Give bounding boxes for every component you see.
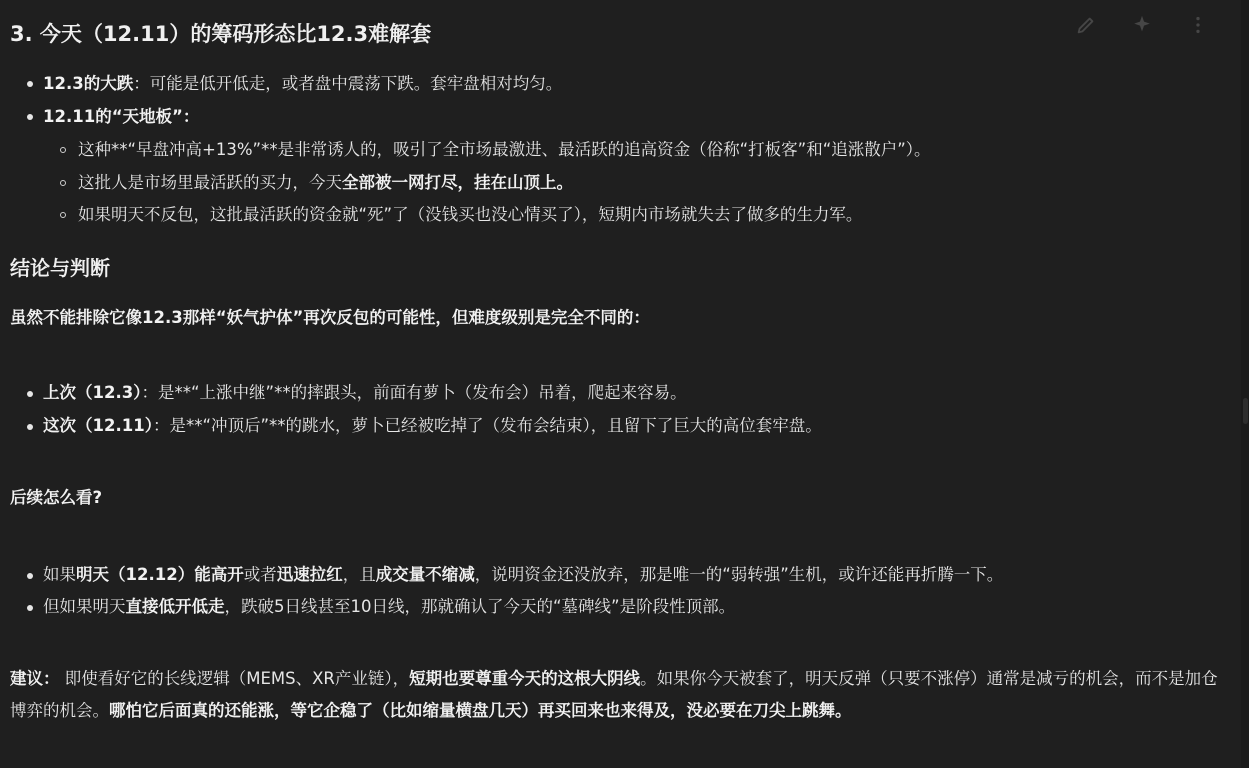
bullet-dot-icon [27,81,33,87]
list-item-bold: 迅速拉红 [276,565,343,584]
list-item-bold: 这次（12.11） [43,416,153,435]
bullet-dot-icon [27,573,33,579]
list-item-bold: 明天（12.12）能高开 [76,565,244,584]
scrollbar[interactable] [1241,0,1249,768]
list-item [43,68,562,100]
list-item-text: ：是**“上涨中继”**的摔跟头，前面有萝卜（发布会）吊着，爬起来容易。 [141,383,687,402]
advice-paragraph [10,663,1225,727]
list-item [43,101,199,133]
list-item-text: ：可能是低开低走，或者盘中震荡下跌。套牢盘相对均匀。 [133,74,563,93]
list-item [43,377,687,409]
sparkle-icon[interactable] [1131,14,1153,36]
list-item-text: ，且 [342,565,376,584]
list-item [43,559,1003,591]
list-item-text: ，说明资金还没放弃，那是唯一的“弱转强”生机，或许还能再折腾一下。 [474,565,1004,584]
advice-text: 。如果你今天被套了，明天反弹（只要不涨停）通常是减亏的机会，而不是加仓博弈的机会。 [10,669,1218,720]
section-heading: 3. 今天（12.11）的筹码形态比12.3难解套 [10,22,432,46]
bullet-circle-icon [60,212,66,218]
sub-list-item [78,167,573,199]
list-item [43,591,735,623]
advice-label: 建议： [10,669,60,688]
list-item-bold: 直接低开低走 [125,597,225,616]
conclusion-heading: 结论与判断 [10,256,110,280]
list-item-text: 如果 [43,565,76,584]
sub-list-item-text: 这种**“早盘冲高+13%”**是非常诱人的，吸引了全市场最激进、最活跃的追高资金（俗称“打板客”和“追涨散户”）。 [78,140,931,159]
message-toolbar [1075,14,1209,36]
conclusion-lead: 虽然不能排除它像12.3那样“妖气护体”再次反包的可能性，但难度级别是完全不同的： [10,308,650,327]
bullet-dot-icon [27,114,33,120]
sub-list-item-text: 这批人是市场里最活跃的买力，今天 [78,173,342,192]
sub-list-item-text: 如果明天不反包，这批最活跃的资金就“死”了（没钱买也没心情买了），短期内市场就失去了做多的生力军。 [78,205,863,224]
list-item [43,410,822,442]
list-item-text: 或者 [243,565,277,584]
advice-bold: 哪怕它后面真的还能涨，等它企稳了（比如缩量横盘几天）再买回来也来得及，没必要在刀尖上跳舞。 [109,701,852,720]
list-item-bold: 12.11的“天地板” [43,107,183,126]
bullet-circle-icon [60,180,66,186]
bullet-dot-icon [27,424,33,430]
bullet-circle-icon [60,147,66,153]
list-item-text: ，跌破5日线甚至10日线，那就确认了今天的“墓碑线”是阶段性顶部。 [224,597,736,616]
list-item-text: ：是**“冲顶后”**的跳水，萝卜已经被吃掉了（发布会结束），且留下了巨大的高位套牢盘。 [152,416,822,435]
sub-list-item-bold: 全部被一网打尽，挂在山顶上。 [342,173,573,192]
list-item-text: 但如果明天 [43,597,126,616]
advice-text: 即使看好它的长线逻辑（MEMS、XR产业链）， [59,669,410,688]
more-vertical-icon[interactable] [1187,14,1209,36]
bullet-dot-icon [27,391,33,397]
pencil-icon[interactable] [1075,14,1097,36]
followup-heading: 后续怎么看? [10,488,103,507]
list-item-bold: 成交量不缩减 [375,565,475,584]
bullet-dot-icon [27,605,33,611]
sub-list-item [78,199,862,231]
advice-bold: 短期也要尊重今天的这根大阴线 [409,669,641,688]
list-item-bold: 12.3的大跌 [43,74,134,93]
sub-list-item [78,134,931,166]
scrollbar-thumb[interactable] [1243,398,1248,424]
list-item-bold: 上次（12.3） [43,383,142,402]
list-item-text: ： [182,107,200,126]
